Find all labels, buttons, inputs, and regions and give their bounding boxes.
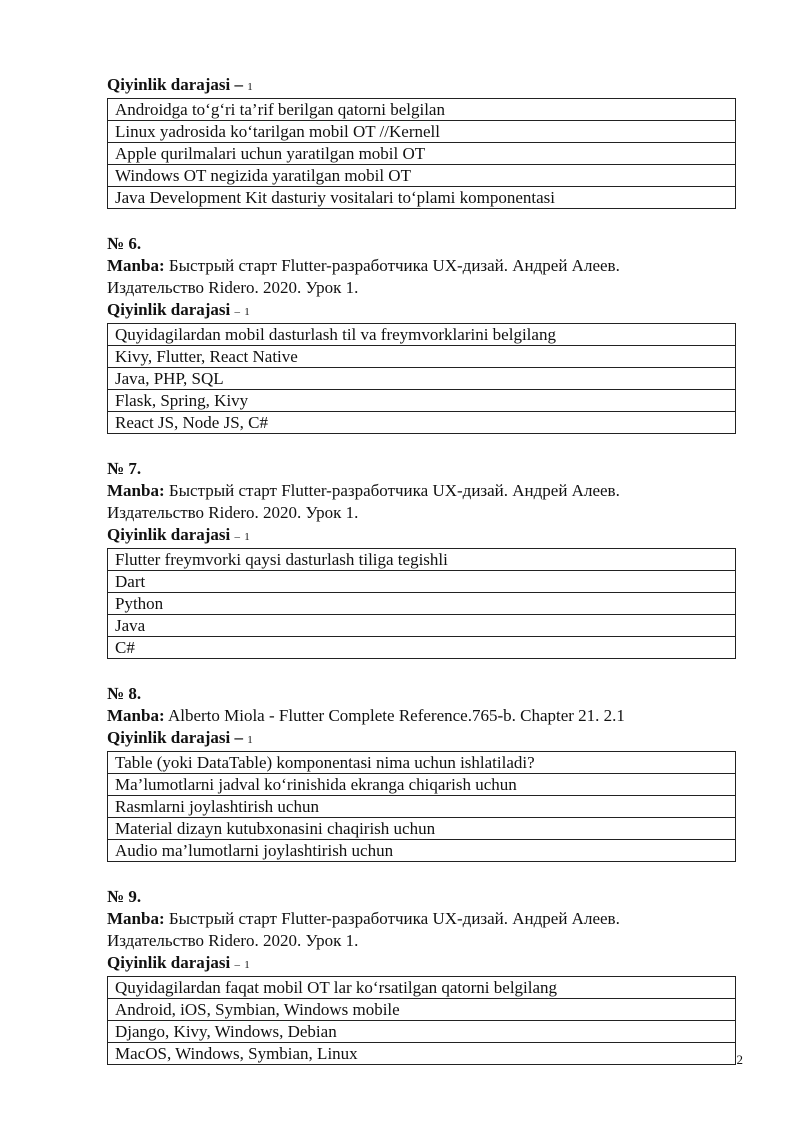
source-line-continued <box>107 502 736 524</box>
answer-row <box>108 571 736 593</box>
block-spacer <box>107 209 736 233</box>
source-text: Быстрый старт Flutter-разработчика UX-дизай. Андрей Алеев. <box>168 481 620 500</box>
answer-row <box>108 412 736 434</box>
answer-option: Android, iOS, Symbian, Windows mobile <box>108 999 736 1021</box>
answer-option: React JS, Node JS, C# <box>108 412 736 434</box>
difficulty-label: Qiyinlik darajasi <box>107 728 231 747</box>
answer-table <box>107 548 736 659</box>
question-row <box>108 752 736 774</box>
source-line <box>107 908 736 930</box>
difficulty-label: Qiyinlik darajasi <box>107 300 231 319</box>
answer-option: Python <box>108 593 736 615</box>
answer-option: Material dizayn kutubxonasini chaqirish uchun <box>108 818 736 840</box>
question-block <box>107 209 736 434</box>
answer-row <box>108 1043 736 1065</box>
answer-table <box>107 98 736 209</box>
question-text: Table (yoki DataTable) komponentasi nima uchun ishlatiladi? <box>108 752 736 774</box>
answer-option: Kivy, Flutter, React Native <box>108 346 736 368</box>
answer-option: Rasmlarni joylashtirish uchun <box>108 796 736 818</box>
source-line-continued <box>107 277 736 299</box>
question-text: Quyidagilardan mobil dasturlash til va freymvorklarini belgilang <box>108 324 736 346</box>
difficulty-value: 1 <box>247 734 253 746</box>
answer-table <box>107 976 736 1065</box>
question-text: Quyidagilardan faqat mobil OT lar ko‘rsatilgan qatorni belgilang <box>108 977 736 999</box>
answer-option: Apple qurilmalari uchun yaratilgan mobil OT <box>108 143 736 165</box>
question-block <box>107 659 736 862</box>
answer-row <box>108 796 736 818</box>
difficulty-label: Qiyinlik darajasi <box>107 75 231 94</box>
source-text: Издательство Ridero. 2020. Урок 1. <box>107 503 359 522</box>
answer-row <box>108 165 736 187</box>
question-row <box>108 324 736 346</box>
difficulty-dash: – <box>234 75 244 94</box>
answer-row <box>108 1021 736 1043</box>
answer-option: Java Development Kit dasturiy vositalari to‘plami komponentasi <box>108 187 736 209</box>
answer-row <box>108 593 736 615</box>
answer-row <box>108 121 736 143</box>
question-row <box>108 99 736 121</box>
source-line <box>107 705 736 727</box>
difficulty-label: Qiyinlik darajasi <box>107 525 231 544</box>
answer-option: Ma’lumotlarni jadval ko‘rinishida ekranga chiqarish uchun <box>108 774 736 796</box>
difficulty-line <box>107 299 736 323</box>
source-text: Быстрый старт Flutter-разработчика UX-дизай. Андрей Алеев. <box>168 256 620 275</box>
question-text: Flutter freymvorki qaysi dasturlash tiliga tegishli <box>108 549 736 571</box>
source-label: Manba: <box>107 481 165 500</box>
source-text: Издательство Ridero. 2020. Урок 1. <box>107 931 359 950</box>
source-text: Издательство Ridero. 2020. Урок 1. <box>107 278 359 297</box>
answer-row <box>108 346 736 368</box>
block-spacer <box>107 659 736 683</box>
difficulty-line <box>107 952 736 976</box>
source-label: Manba: <box>107 256 165 275</box>
block-spacer <box>107 434 736 458</box>
page-content <box>107 74 736 1065</box>
source-label: Manba: <box>107 909 165 928</box>
question-row <box>108 549 736 571</box>
source-line <box>107 480 736 502</box>
answer-row <box>108 390 736 412</box>
answer-row <box>108 187 736 209</box>
answer-option: Windows OT negizida yaratilgan mobil OT <box>108 165 736 187</box>
question-block <box>107 862 736 1065</box>
answer-row <box>108 774 736 796</box>
question-number: № 6. <box>107 234 142 253</box>
question-block <box>107 434 736 659</box>
question-text: Androidga to‘g‘ri ta’rif berilgan qatorni belgilan <box>108 99 736 121</box>
difficulty-line <box>107 74 736 98</box>
answer-option: Linux yadrosida ko‘tarilgan mobil OT //Kernell <box>108 121 736 143</box>
page-number: 2 <box>736 1052 743 1067</box>
answer-option: Audio ma’lumotlarni joylashtirish uchun <box>108 840 736 862</box>
difficulty-dash: – <box>234 959 241 971</box>
answer-option: C# <box>108 637 736 659</box>
difficulty-value: 1 <box>244 306 250 318</box>
difficulty-value: 1 <box>244 531 250 543</box>
difficulty-value: 1 <box>247 81 253 93</box>
answer-row <box>108 818 736 840</box>
question-number: № 9. <box>107 887 142 906</box>
answer-row <box>108 840 736 862</box>
answer-table <box>107 751 736 862</box>
answer-option: Java, PHP, SQL <box>108 368 736 390</box>
difficulty-value: 1 <box>244 959 250 971</box>
answer-row <box>108 143 736 165</box>
question-number: № 7. <box>107 459 142 478</box>
question-number: № 8. <box>107 684 142 703</box>
difficulty-line <box>107 524 736 548</box>
source-label: Manba: <box>107 706 165 725</box>
source-text: Быстрый старт Flutter-разработчика UX-дизай. Андрей Алеев. <box>168 909 620 928</box>
answer-row <box>108 368 736 390</box>
answer-table <box>107 323 736 434</box>
answer-option: Dart <box>108 571 736 593</box>
answer-option: Flask, Spring, Kivy <box>108 390 736 412</box>
difficulty-label: Qiyinlik darajasi <box>107 953 231 972</box>
answer-row <box>108 637 736 659</box>
difficulty-dash: – <box>234 306 241 318</box>
source-line <box>107 255 736 277</box>
answer-row <box>108 999 736 1021</box>
block-spacer <box>107 862 736 886</box>
source-text: Alberto Miola - Flutter Complete Reference.765-b. Chapter 21. 2.1 <box>167 706 625 725</box>
answer-option: MacOS, Windows, Symbian, Linux <box>108 1043 736 1065</box>
question-block <box>107 74 736 209</box>
answer-option: Django, Kivy, Windows, Debian <box>108 1021 736 1043</box>
answer-option: Java <box>108 615 736 637</box>
difficulty-dash: – <box>234 531 241 543</box>
difficulty-line <box>107 727 736 751</box>
difficulty-dash: – <box>234 728 244 747</box>
answer-row <box>108 615 736 637</box>
question-row <box>108 977 736 999</box>
source-line-continued <box>107 930 736 952</box>
